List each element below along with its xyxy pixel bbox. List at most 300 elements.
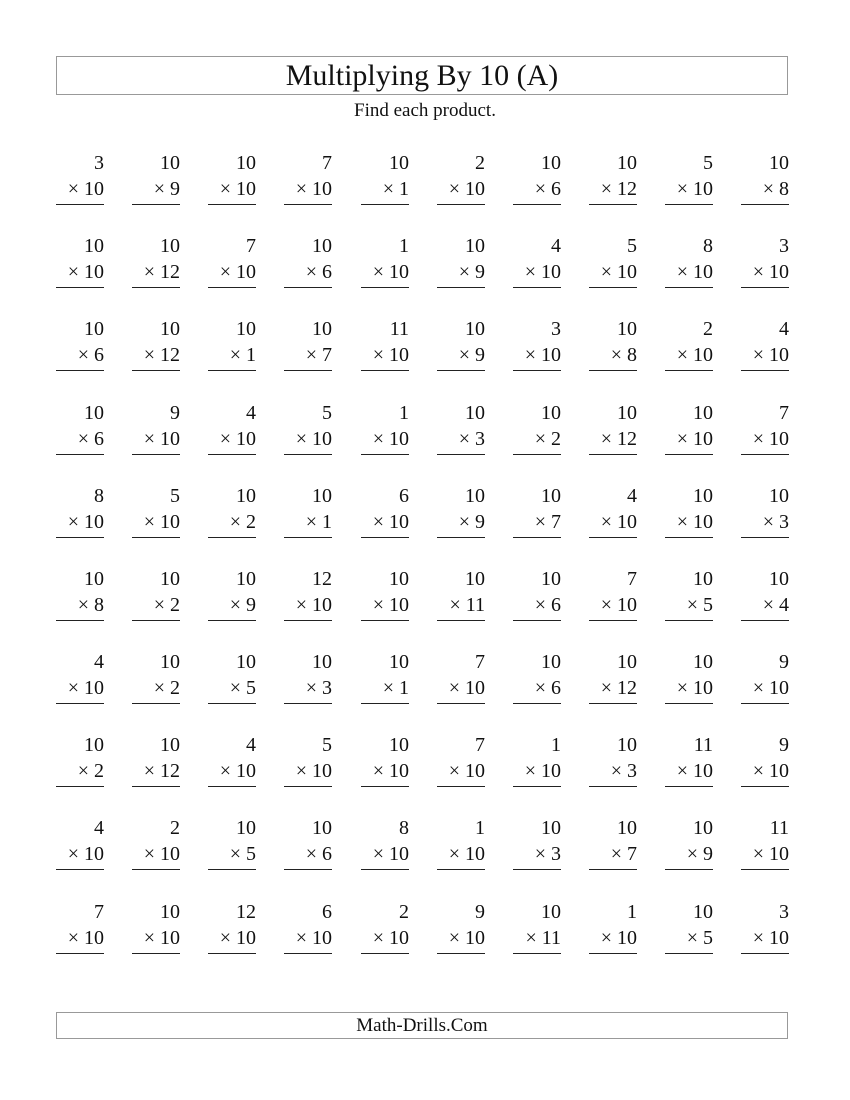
problem	[513, 153, 561, 205]
problem	[132, 652, 180, 704]
problem-multiplier: × 10	[589, 928, 637, 954]
problem	[132, 818, 180, 870]
problem-multiplier: × 10	[513, 761, 561, 787]
problem-multiplier: × 5	[208, 678, 256, 704]
problem-multiplier: × 1	[208, 345, 256, 371]
problem-multiplier: × 10	[208, 179, 256, 205]
problem-multiplier: × 3	[513, 844, 561, 870]
problem-multiplicand: 10	[84, 568, 104, 590]
problem-multiplier: × 3	[741, 512, 789, 538]
problem	[665, 818, 713, 870]
problem-multiplier: × 10	[665, 761, 713, 787]
problem-multiplier: × 10	[437, 678, 485, 704]
problem-multiplier: × 9	[665, 844, 713, 870]
problem-multiplier: × 7	[589, 844, 637, 870]
problem-multiplier: × 10	[665, 678, 713, 704]
problem-multiplier: × 9	[437, 345, 485, 371]
instructions: Find each product.	[354, 100, 496, 121]
problem-multiplier: × 8	[589, 345, 637, 371]
problem-multiplier: × 11	[437, 595, 485, 621]
problem-multiplicand: 10	[312, 318, 332, 340]
problem	[589, 818, 637, 870]
problem-multiplicand: 10	[541, 485, 561, 507]
problem-multiplier: × 10	[284, 429, 332, 455]
problem-multiplier: × 12	[132, 345, 180, 371]
problem	[56, 652, 104, 704]
problem-multiplicand: 3	[779, 901, 789, 923]
problem-multiplicand: 4	[627, 485, 637, 507]
problem	[208, 652, 256, 704]
problem-multiplier: × 10	[361, 345, 409, 371]
problem	[589, 403, 637, 455]
problem-multiplier: × 10	[56, 844, 104, 870]
problem	[361, 319, 409, 371]
problem-multiplicand: 4	[246, 402, 256, 424]
problem-multiplier: × 1	[361, 179, 409, 205]
problem-multiplicand: 12	[312, 568, 332, 590]
problem-multiplier: × 10	[513, 345, 561, 371]
problem-multiplier: × 10	[284, 595, 332, 621]
problem-multiplier: × 8	[741, 179, 789, 205]
problem	[361, 652, 409, 704]
problem-multiplier: × 9	[132, 179, 180, 205]
problem-multiplicand: 10	[769, 568, 789, 590]
problem-multiplier: × 10	[741, 262, 789, 288]
problem-multiplicand: 11	[769, 817, 789, 839]
problem	[589, 486, 637, 538]
problem-multiplicand: 10	[617, 817, 637, 839]
problem-multiplicand: 10	[465, 568, 485, 590]
problem	[361, 153, 409, 205]
problem-multiplier: × 10	[284, 179, 332, 205]
problem-multiplicand: 10	[693, 651, 713, 673]
problem-multiplicand: 10	[312, 485, 332, 507]
problem-multiplier: × 10	[361, 595, 409, 621]
problem-multiplicand: 10	[465, 318, 485, 340]
problem-multiplicand: 10	[617, 318, 637, 340]
problem	[437, 569, 485, 621]
problem-multiplier: × 12	[132, 262, 180, 288]
problem	[741, 818, 789, 870]
problem-multiplier: × 3	[589, 761, 637, 787]
problem	[56, 569, 104, 621]
problem-multiplicand: 8	[399, 817, 409, 839]
problem-multiplicand: 10	[465, 402, 485, 424]
problem	[513, 236, 561, 288]
problem-multiplier: × 3	[284, 678, 332, 704]
problem-multiplicand: 1	[627, 901, 637, 923]
problem-multiplier: × 3	[437, 429, 485, 455]
problem-multiplicand: 10	[160, 568, 180, 590]
problem	[284, 153, 332, 205]
problem	[665, 902, 713, 954]
problem-multiplicand: 10	[693, 817, 713, 839]
problem	[284, 486, 332, 538]
problem-multiplier: × 10	[56, 678, 104, 704]
problem-multiplier: × 10	[56, 179, 104, 205]
problem-multiplicand: 10	[769, 485, 789, 507]
problem-multiplier: × 6	[56, 429, 104, 455]
problem	[208, 486, 256, 538]
problem-multiplicand: 10	[389, 568, 409, 590]
problem-multiplicand: 10	[617, 734, 637, 756]
problem-multiplier: × 6	[513, 179, 561, 205]
problem-multiplier: × 8	[56, 595, 104, 621]
problem	[741, 403, 789, 455]
problem-multiplier: × 10	[589, 595, 637, 621]
problem	[56, 735, 104, 787]
problem-multiplicand: 10	[236, 318, 256, 340]
problem-multiplicand: 10	[693, 402, 713, 424]
problem	[741, 735, 789, 787]
problem	[513, 818, 561, 870]
problem-multiplicand: 10	[236, 817, 256, 839]
problem-multiplicand: 2	[170, 817, 180, 839]
problem-multiplier: × 10	[361, 512, 409, 538]
problem-multiplicand: 10	[236, 651, 256, 673]
problem	[132, 902, 180, 954]
page-title: Multiplying By 10 (A)	[285, 58, 559, 92]
problem	[665, 735, 713, 787]
problem	[132, 153, 180, 205]
problem-multiplicand: 10	[541, 901, 561, 923]
problem-multiplier: × 10	[665, 179, 713, 205]
problem	[132, 735, 180, 787]
problem-multiplicand: 4	[779, 318, 789, 340]
problem-multiplicand: 3	[551, 318, 561, 340]
problem	[665, 153, 713, 205]
problem-multiplier: × 6	[284, 262, 332, 288]
problem	[513, 486, 561, 538]
problem	[741, 569, 789, 621]
problem-multiplier: × 6	[513, 595, 561, 621]
problem-multiplicand: 3	[779, 235, 789, 257]
problem	[665, 236, 713, 288]
problem-multiplicand: 10	[312, 651, 332, 673]
problem	[284, 735, 332, 787]
problem-multiplicand: 11	[693, 734, 713, 756]
problem	[208, 319, 256, 371]
problem-multiplicand: 2	[703, 318, 713, 340]
problem	[56, 319, 104, 371]
problem	[741, 652, 789, 704]
problem-multiplier: × 5	[665, 928, 713, 954]
problem-multiplicand: 2	[399, 901, 409, 923]
problem	[284, 818, 332, 870]
problem	[437, 735, 485, 787]
problem	[589, 153, 637, 205]
problem-multiplier: × 12	[589, 678, 637, 704]
problem	[208, 902, 256, 954]
footer-site: Math-Drills.Com	[356, 1014, 488, 1036]
problem-multiplier: × 10	[361, 429, 409, 455]
problem	[361, 735, 409, 787]
problem-multiplier: × 9	[437, 262, 485, 288]
problem-multiplicand: 10	[465, 235, 485, 257]
problem-multiplier: × 10	[361, 844, 409, 870]
problem-multiplicand: 5	[322, 402, 332, 424]
problem-multiplicand: 7	[475, 651, 485, 673]
problem-multiplier: × 10	[56, 262, 104, 288]
problem	[741, 319, 789, 371]
problem-multiplier: × 2	[132, 678, 180, 704]
problem-multiplicand: 10	[236, 568, 256, 590]
problem-multiplicand: 10	[693, 485, 713, 507]
problem	[513, 902, 561, 954]
problem-multiplier: × 10	[437, 179, 485, 205]
problem-multiplicand: 10	[541, 651, 561, 673]
problem-multiplicand: 4	[94, 651, 104, 673]
problem	[56, 902, 104, 954]
problem-multiplicand: 10	[465, 485, 485, 507]
problem	[284, 319, 332, 371]
problem-multiplicand: 4	[94, 817, 104, 839]
problem-multiplier: × 6	[513, 678, 561, 704]
problem-multiplicand: 10	[312, 235, 332, 257]
problem-multiplier: × 10	[132, 429, 180, 455]
problem-multiplier: × 6	[56, 345, 104, 371]
problem-multiplicand: 12	[236, 901, 256, 923]
problem-multiplicand: 5	[703, 152, 713, 174]
problem-multiplier: × 10	[208, 761, 256, 787]
problem-multiplier: × 12	[589, 429, 637, 455]
problem-multiplicand: 10	[617, 651, 637, 673]
problem-multiplier: × 9	[208, 595, 256, 621]
problem-multiplier: × 10	[132, 928, 180, 954]
problem-multiplier: × 10	[208, 262, 256, 288]
problem-multiplier: × 10	[437, 844, 485, 870]
problem-multiplicand: 7	[627, 568, 637, 590]
problem	[437, 236, 485, 288]
problem	[208, 403, 256, 455]
problem	[132, 236, 180, 288]
problem	[284, 652, 332, 704]
problem-multiplicand: 10	[160, 152, 180, 174]
problem	[741, 153, 789, 205]
problem-multiplier: × 10	[132, 512, 180, 538]
problem	[132, 569, 180, 621]
problem-multiplicand: 10	[541, 817, 561, 839]
problem-multiplicand: 9	[170, 402, 180, 424]
problem-multiplicand: 10	[160, 734, 180, 756]
problem-multiplier: × 1	[361, 678, 409, 704]
problem-multiplier: × 10	[741, 429, 789, 455]
problem	[132, 319, 180, 371]
title-box	[56, 56, 788, 95]
problem-multiplicand: 9	[779, 734, 789, 756]
problem-multiplier: × 10	[208, 928, 256, 954]
problem-multiplier: × 7	[513, 512, 561, 538]
problem	[741, 486, 789, 538]
problem-multiplier: × 1	[284, 512, 332, 538]
problem	[437, 902, 485, 954]
problem	[284, 902, 332, 954]
problem-multiplier: × 10	[56, 512, 104, 538]
problem-multiplier: × 12	[132, 761, 180, 787]
problem-multiplicand: 1	[399, 235, 409, 257]
problem	[208, 735, 256, 787]
problem	[56, 486, 104, 538]
problem-multiplier: × 10	[741, 678, 789, 704]
problem-multiplicand: 8	[703, 235, 713, 257]
problem	[437, 818, 485, 870]
problem	[56, 403, 104, 455]
problem-multiplier: × 10	[361, 928, 409, 954]
problem-multiplier: × 10	[361, 761, 409, 787]
problem	[589, 735, 637, 787]
problem-multiplicand: 10	[389, 651, 409, 673]
problem-multiplicand: 5	[170, 485, 180, 507]
problem	[361, 403, 409, 455]
problem-multiplicand: 6	[322, 901, 332, 923]
problem	[437, 319, 485, 371]
problem-multiplier: × 10	[665, 512, 713, 538]
problem	[361, 569, 409, 621]
problem	[513, 735, 561, 787]
problem-multiplier: × 10	[437, 928, 485, 954]
problem-multiplier: × 10	[56, 928, 104, 954]
problem-multiplicand: 10	[693, 901, 713, 923]
problem-multiplicand: 7	[475, 734, 485, 756]
problem-multiplier: × 10	[284, 761, 332, 787]
problem-multiplicand: 10	[84, 318, 104, 340]
problem-multiplicand: 10	[617, 152, 637, 174]
problem-multiplier: × 5	[208, 844, 256, 870]
problem-multiplier: × 10	[132, 844, 180, 870]
problem-multiplier: × 10	[741, 761, 789, 787]
problem-multiplicand: 3	[94, 152, 104, 174]
problem-multiplier: × 10	[361, 262, 409, 288]
problem	[437, 403, 485, 455]
problem-multiplicand: 5	[627, 235, 637, 257]
problem-multiplicand: 10	[84, 235, 104, 257]
problem	[56, 236, 104, 288]
problem-multiplier: × 10	[665, 429, 713, 455]
problem-multiplicand: 10	[541, 152, 561, 174]
problem-multiplicand: 8	[94, 485, 104, 507]
problem	[208, 569, 256, 621]
problem-multiplier: × 10	[741, 928, 789, 954]
problem-multiplicand: 2	[475, 152, 485, 174]
problem-multiplier: × 4	[741, 595, 789, 621]
problem-multiplier: × 10	[741, 345, 789, 371]
problem-multiplicand: 10	[236, 485, 256, 507]
problem	[284, 403, 332, 455]
problem-multiplier: × 10	[284, 928, 332, 954]
problem	[665, 403, 713, 455]
problem-multiplicand: 10	[617, 402, 637, 424]
footer-box	[56, 1012, 788, 1039]
problem-multiplicand: 11	[389, 318, 409, 340]
problem	[513, 403, 561, 455]
problem-multiplier: × 2	[513, 429, 561, 455]
problem-multiplicand: 4	[246, 734, 256, 756]
problem-multiplier: × 12	[589, 179, 637, 205]
problem-multiplicand: 1	[551, 734, 561, 756]
problem-multiplicand: 10	[84, 734, 104, 756]
problem	[361, 236, 409, 288]
problem	[437, 652, 485, 704]
problem	[132, 403, 180, 455]
problem-multiplier: × 10	[513, 262, 561, 288]
problem-multiplicand: 10	[389, 734, 409, 756]
problem	[437, 153, 485, 205]
problem-multiplicand: 10	[541, 402, 561, 424]
problem-multiplicand: 7	[779, 402, 789, 424]
problem-multiplicand: 7	[322, 152, 332, 174]
problem-multiplicand: 10	[312, 817, 332, 839]
problem-multiplier: × 6	[284, 844, 332, 870]
problem	[665, 319, 713, 371]
problem-multiplicand: 1	[399, 402, 409, 424]
problem	[361, 486, 409, 538]
problem	[665, 486, 713, 538]
problem	[513, 652, 561, 704]
problem-multiplicand: 1	[475, 817, 485, 839]
problem-multiplicand: 6	[399, 485, 409, 507]
problem	[513, 569, 561, 621]
problem	[208, 153, 256, 205]
problem-multiplier: × 10	[589, 262, 637, 288]
problem	[589, 902, 637, 954]
problem-multiplier: × 2	[208, 512, 256, 538]
problem-multiplicand: 9	[475, 901, 485, 923]
problem-multiplicand: 7	[246, 235, 256, 257]
problem-multiplicand: 10	[160, 901, 180, 923]
problem-multiplier: × 10	[437, 761, 485, 787]
problem	[589, 652, 637, 704]
problem-multiplicand: 10	[84, 402, 104, 424]
problem	[589, 319, 637, 371]
problem	[665, 652, 713, 704]
problem-multiplicand: 10	[160, 651, 180, 673]
problem	[208, 236, 256, 288]
problem-multiplier: × 2	[132, 595, 180, 621]
problem-multiplier: × 10	[665, 262, 713, 288]
problem-multiplicand: 10	[160, 235, 180, 257]
problem	[361, 818, 409, 870]
problem-multiplier: × 10	[741, 844, 789, 870]
problem-multiplier: × 7	[284, 345, 332, 371]
problem	[284, 236, 332, 288]
problem	[589, 569, 637, 621]
problem	[56, 818, 104, 870]
problem-multiplicand: 10	[236, 152, 256, 174]
problem-multiplicand: 10	[769, 152, 789, 174]
problem-multiplier: × 5	[665, 595, 713, 621]
problem-multiplier: × 11	[513, 928, 561, 954]
problem-multiplicand: 9	[779, 651, 789, 673]
problem	[665, 569, 713, 621]
problem	[589, 236, 637, 288]
problem	[361, 902, 409, 954]
problem-multiplicand: 10	[693, 568, 713, 590]
problem	[437, 486, 485, 538]
problem	[132, 486, 180, 538]
problem	[208, 818, 256, 870]
problem	[513, 319, 561, 371]
problem-multiplicand: 7	[94, 901, 104, 923]
problem-multiplier: × 9	[437, 512, 485, 538]
problem	[741, 902, 789, 954]
problem	[741, 236, 789, 288]
problem-multiplicand: 4	[551, 235, 561, 257]
problem-multiplier: × 10	[589, 512, 637, 538]
problem-multiplier: × 2	[56, 761, 104, 787]
problem-multiplicand: 10	[160, 318, 180, 340]
problem-multiplicand: 10	[541, 568, 561, 590]
problem-multiplier: × 10	[665, 345, 713, 371]
